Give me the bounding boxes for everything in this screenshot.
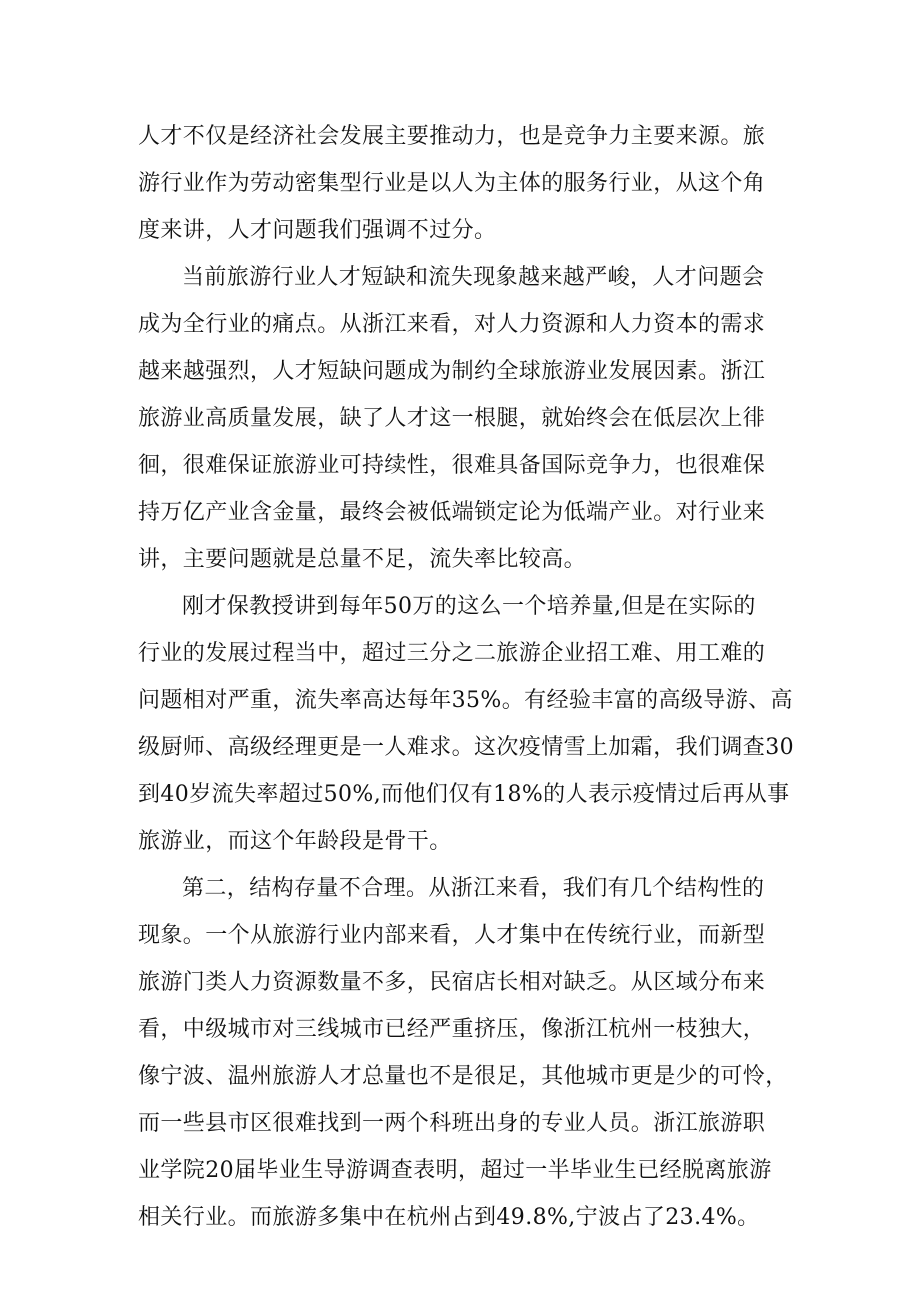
paragraph-start-line: 第二，结构存量不合理。从浙江来看，我们有几个结构性的 [182, 876, 765, 901]
text-line: 持万亿产业含金量，最终会被低端锁定论为低端产业。对行业来 [138, 500, 766, 525]
text-line: 而一些县市区很难找到一两个科班出身的专业人员。浙江旅游职 [138, 1111, 766, 1136]
text-line: 人才不仅是经济社会发展主要推动力，也是竞争力主要来源。旅 [138, 124, 766, 149]
document-body [138, 113, 798, 1241]
text-line: 级厨师、高级经理更是一人难求。这次疫情雪上加霜，我们调查30 [138, 735, 794, 760]
text-line: 业学院20届毕业生导游调查表明，超过一半毕业生已经脱离旅游 [138, 1158, 772, 1183]
text-line: 游行业作为劳动密集型行业是以人为主体的服务行业，从这个角 [138, 171, 766, 196]
text-line: 讲，主要问题就是总量不足，流失率比较高。 [138, 547, 587, 572]
text-line: 行业的发展过程当中，超过三分之二旅游企业招工难、用工难的 [138, 641, 766, 666]
text-line: 像宁波、温州旅游人才总量也不是很足，其他城市更是少的可怜， [138, 1064, 788, 1089]
text-line: 旅游业，而这个年龄段是骨干。 [138, 829, 452, 854]
text-line: 现象。一个从旅游行业内部来看，人才集中在传统行业，而新型 [138, 923, 766, 948]
text-line: 到40岁流失率超过50%,而他们仅有18%的人表示疫情过后再从事 [138, 782, 790, 807]
text-line: 旅游门类人力资源数量不多，民宿店长相对缺乏。从区域分布来 [138, 970, 766, 995]
text-line: 成为全行业的痛点。从浙江来看，对人力资源和人力资本的需求 [138, 312, 766, 337]
text-line: 越来越强烈，人才短缺问题成为制约全球旅游业发展因素。浙江 [138, 359, 766, 384]
paragraph-start-line: 刚才保教授讲到每年50万的这么一个培养量,但是在实际的 [182, 594, 756, 619]
text-line: 相关行业。而旅游多集中在杭州占到49.8%,宁波占了23.4%。 [138, 1205, 760, 1230]
text-line: 看，中级城市对三线城市已经严重挤压，像浙江杭州一枝独大， [138, 1017, 766, 1042]
text-line: 问题相对严重，流失率高达每年35%。有经验丰富的高级导游、高 [138, 688, 793, 713]
text-line: 度来讲，人才问题我们强调不过分。 [138, 218, 497, 243]
text-line: 旅游业高质量发展，缺了人才这一根腿，就始终会在低层次上徘 [138, 406, 766, 431]
paragraph-start-line: 当前旅游行业人才短缺和流失现象越来越严峻，人才问题会 [182, 265, 765, 290]
text-line: 徊，很难保证旅游业可持续性，很难具备国际竞争力，也很难保 [138, 453, 766, 478]
